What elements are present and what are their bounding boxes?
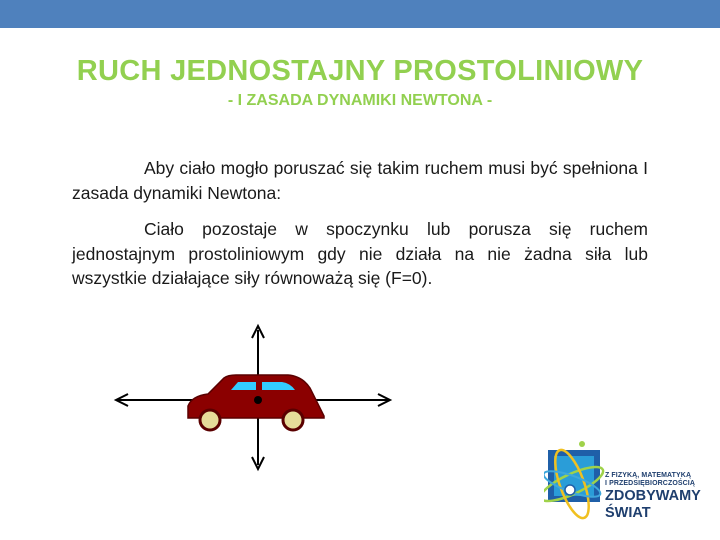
slide-subtitle: - I ZASADA DYNAMIKI NEWTONA - <box>227 92 493 109</box>
rear-wheel <box>283 410 303 430</box>
center-point <box>254 396 262 404</box>
paragraph-law: Ciało pozostaje w spoczynku lub porusza się ruchem jednostajnym prostoliniowym gdy nie działa na nie żadna siła lub wszystkie działające siły równoważą się (F=0). <box>72 219 648 288</box>
logo-line-4: ŚWIAT <box>605 504 651 521</box>
logo-line-1: Z FIZYKĄ, MATEMATYKĄ <box>605 472 692 479</box>
slide-body <box>72 156 648 303</box>
front-wheel <box>200 410 220 430</box>
car-force-diagram <box>110 320 400 475</box>
logo-text <box>605 472 701 520</box>
logo-line-3: ZDOBYWAMY <box>605 488 701 504</box>
paragraph-intro: Aby ciało mogło poruszać się takim ruchem musi być spełniona I zasada dynamiki Newtona: <box>72 158 648 203</box>
slide-title: RUCH JEDNOSTAJNY PROSTOLINIOWY <box>76 55 644 87</box>
logo-line-2: I PRZEDSIĘBIORCZOŚCIĄ <box>605 480 695 487</box>
top-accent-bar <box>0 0 720 28</box>
